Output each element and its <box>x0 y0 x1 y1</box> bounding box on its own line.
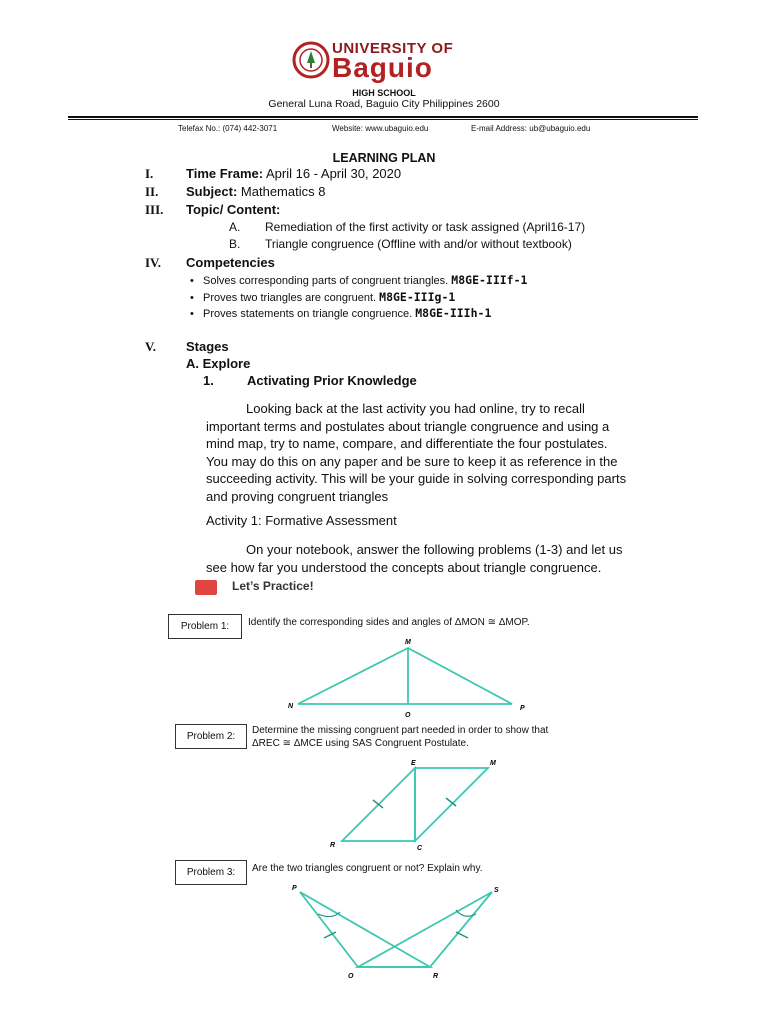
problem-1-label: Problem 1: <box>168 614 242 639</box>
email: E-mail Address: ub@ubaguio.edu <box>471 124 591 133</box>
point-label-m: M <box>490 760 496 767</box>
competency-2-text: Proves two triangles are congruent. <box>203 292 377 304</box>
school-name: HIGH SCHOOL <box>352 88 416 98</box>
para1-line: important terms and postulates about triangle congruence and using a <box>206 418 610 434</box>
section-2-number: II. <box>145 184 159 199</box>
point-label-c: C <box>417 845 423 852</box>
section-3-number: III. <box>145 202 164 217</box>
problem-2-text <box>252 724 548 750</box>
competency-3 <box>190 306 491 320</box>
problem-3-label: Problem 3: <box>175 860 247 885</box>
paragraph-prior-knowledge <box>206 400 646 505</box>
point-label-p: P <box>292 885 297 892</box>
topic-a-text: Remediation of the first activity or task assigned (April16-17) <box>265 220 586 234</box>
paragraph-instructions <box>206 541 646 576</box>
university-logo-seal <box>292 41 330 79</box>
problem-1-text: Identify the corresponding sides and angles of ΔMON ≅ ΔMOP. <box>248 617 530 628</box>
competency-1-code: M8GE-IIIf-1 <box>451 273 528 287</box>
header-rule-thin <box>68 119 698 120</box>
problem-3-text: Are the two triangles congruent or not? Explain why. <box>252 863 483 874</box>
para1-line: and proving congruent triangles <box>206 488 389 504</box>
practice-icon <box>195 580 217 595</box>
step-1-number: 1. <box>203 373 214 388</box>
competency-1 <box>190 273 527 287</box>
bullet-icon: • <box>190 308 194 320</box>
section-5-label: Stages <box>186 339 229 354</box>
website: Website: www.ubaguio.edu <box>332 124 429 133</box>
para1-line: succeeding activity. This will be your guide in solving corresponding parts <box>206 471 627 486</box>
point-label-n: N <box>288 703 294 710</box>
problem-2-text-line1: Determine the missing congruent part needed in order to show that <box>252 725 549 736</box>
topic-a-letter: A. <box>229 220 241 234</box>
competency-3-code: M8GE-IIIh-1 <box>415 306 492 320</box>
university-name-line2: Baguio <box>332 52 433 83</box>
point-label-o: O <box>405 712 411 719</box>
competency-2 <box>190 290 455 304</box>
para1-line: mind map, try to name, compare, and differentiate the four postulates. <box>206 436 608 451</box>
problem-2-triangle-diagram <box>320 755 520 855</box>
step-1-label: Activating Prior Knowledge <box>247 373 417 388</box>
bullet-icon: • <box>190 292 194 304</box>
section-2-label: Subject: <box>186 184 238 199</box>
section-2 <box>186 184 325 199</box>
problem-1-triangle-diagram <box>280 632 540 724</box>
point-label-o: O <box>348 973 354 980</box>
activity-title: Activity 1: Formative Assessment <box>206 513 397 528</box>
topic-b-text: Triangle congruence (Offline with and/or without textbook) <box>265 237 572 251</box>
lets-practice-heading: Let’s Practice! <box>232 579 314 593</box>
section-1-number: I. <box>145 166 154 181</box>
section-5-number: V. <box>145 339 156 354</box>
section-4-number: IV. <box>145 255 162 270</box>
point-label-p: P <box>520 705 525 712</box>
section-2-value: Mathematics 8 <box>240 184 326 199</box>
point-label-e: E <box>411 760 416 767</box>
topic-b-letter: B. <box>229 237 241 251</box>
problem-3-triangle-diagram <box>280 880 510 980</box>
para1-line: Looking back at the last activity you had online, try to recall <box>246 401 585 416</box>
problem-2-label: Problem 2: <box>175 724 247 749</box>
header-rule <box>68 116 698 118</box>
para2-line: see how far you understood the concepts about triangle congruence. <box>206 559 602 575</box>
para2-line: On your notebook, answer the following problems (1-3) and let us <box>246 542 623 557</box>
para1-line: You may do this on any paper and be sure to keep it as reference in the <box>206 453 618 469</box>
document-title: LEARNING PLAN <box>332 151 436 165</box>
competency-3-text: Proves statements on triangle congruence. <box>203 308 413 320</box>
section-4-label: Competencies <box>186 255 275 270</box>
point-label-m: M <box>405 639 411 646</box>
section-1-value: April 16 - April 30, 2020 <box>265 166 402 181</box>
bullet-icon: • <box>190 275 194 287</box>
point-label-r: R <box>433 973 439 980</box>
section-1 <box>186 166 401 181</box>
telefax: Telefax No.: (074) 442-3071 <box>178 124 278 133</box>
point-label-s: S <box>494 887 499 894</box>
point-label-r: R <box>330 842 336 849</box>
university-name-line1: UNIVERSITY OF <box>332 40 454 57</box>
school-address: General Luna Road, Baguio City Philippines 2600 <box>268 98 500 110</box>
competency-2-code: M8GE-IIIg-1 <box>379 290 456 304</box>
section-3-label: Topic/ Content: <box>186 202 281 217</box>
competency-1-text: Solves corresponding parts of congruent triangles. <box>203 275 449 287</box>
problem-2-text-line2: ΔREC ≅ ΔMCE using SAS Congruent Postulate. <box>252 738 469 749</box>
stage-a-label: A. Explore <box>186 356 251 371</box>
section-1-label: Time Frame: <box>186 166 264 181</box>
